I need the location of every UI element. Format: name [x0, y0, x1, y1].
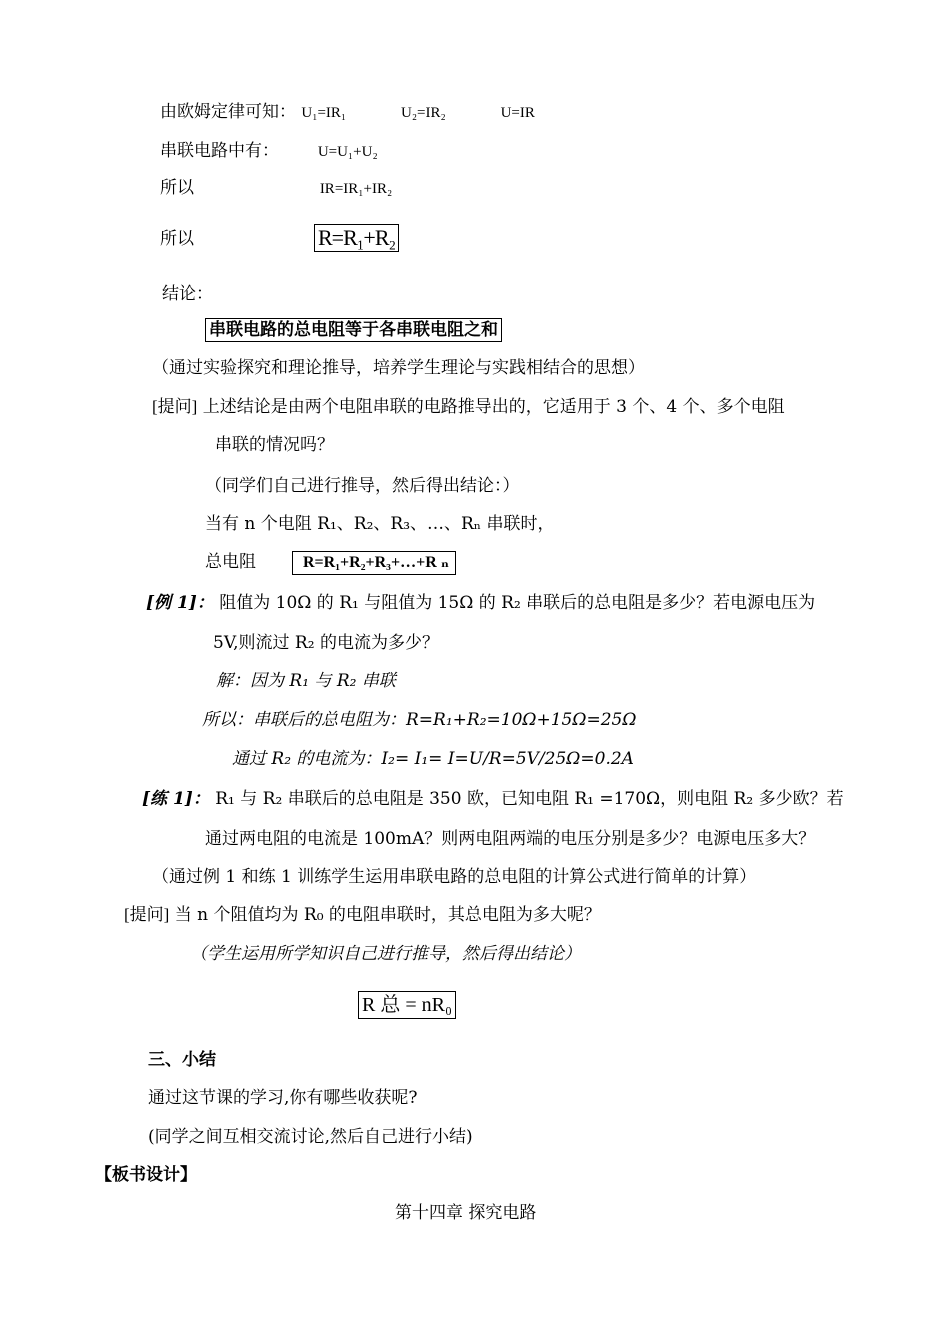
- question-2-tag: [提问]: [124, 905, 170, 924]
- so-line-1: [160, 177, 392, 200]
- teaching-note-2: （同学们自己进行推导，然后得出结论：）: [205, 476, 520, 496]
- series-voltage-label: 串联电路中有：: [160, 141, 279, 161]
- solution-line-3: 通过 R₂ 的电流为：I₂= I₁= I=U/R=5V/25Ω=0.2A: [232, 749, 634, 769]
- example-1-tag: [例 1]：: [146, 593, 214, 613]
- teaching-note-3: （通过例 1 和练 1 训练学生运用串联电路的总电阻的计算公式进行简单的计算）: [152, 867, 757, 887]
- chapter-title: 第十四章 探究电路: [395, 1203, 537, 1223]
- board-design-heading: 【板书设计】: [95, 1165, 197, 1185]
- conclusion-label: 结论：: [162, 284, 213, 304]
- practice-1-text: R₁ 与 R₂ 串联后的总电阻是 350 欧，已知电阻 R₁ =170Ω，则电阻 R₂ 多少欧？若: [215, 789, 844, 809]
- ohm-law-line: [160, 101, 535, 124]
- practice-1-line-b: 通过两电阻的电流是 100mA？则两电阻两端的电压分别是多少？电源电压多大？: [205, 829, 816, 849]
- example-1-line-b: 5V,则流过 R₂ 的电流为多少？: [213, 633, 439, 653]
- solution-line-1: 解：因为 R₁ 与 R₂ 串联: [216, 671, 396, 691]
- summary-title: 三、小结: [148, 1050, 216, 1070]
- question-2-text: 当 n 个阻值均为 R₀ 的电阻串联时，其总电阻为多大呢？: [174, 905, 601, 925]
- practice-1-line-a: [142, 788, 844, 810]
- ohm-label: 由欧姆定律可知：: [160, 102, 296, 122]
- summary-note: (同学之间互相交流讨论,然后自己进行小结): [148, 1127, 473, 1147]
- total-resistance-formula-box: R=R₁+R₂+R₃+…+R ₙ: [292, 551, 456, 575]
- question-1-line-a: [152, 396, 785, 418]
- question-1-line-b: 串联的情况吗？: [215, 435, 334, 455]
- series-resistance-formula-box: R=R₁+R₂: [314, 224, 399, 252]
- example-1-line-a: [146, 592, 815, 614]
- so-label-2: 所以: [160, 229, 194, 249]
- ohm-formula-1: U₁=IR₁: [301, 105, 347, 121]
- ohm-formula-3: U=IR: [500, 105, 535, 121]
- question-2-line: [124, 904, 601, 926]
- teaching-note-4: （学生运用所学知识自己进行推导，然后得出结论）: [190, 944, 581, 964]
- practice-1-tag: [练 1]：: [142, 789, 210, 809]
- so-line-2: [160, 228, 194, 250]
- nr0-formula-box: R 总 = nR₀: [358, 991, 456, 1019]
- example-1-text: 阻值为 10Ω 的 R₁ 与阻值为 15Ω 的 R₂ 串联后的总电阻是多少？若电源电压为: [219, 593, 816, 613]
- n-resistors-line: 当有 n 个电阻 R₁、R₂、R₃、…、Rₙ 串联时，: [205, 514, 555, 534]
- teaching-note-1: （通过实验探究和理论推导，培养学生理论与实践相结合的思想）: [152, 358, 645, 378]
- total-resistance-label: 总电阻: [205, 552, 256, 572]
- conclusion-box: 串联电路的总电阻等于各串联电阻之和: [205, 318, 502, 342]
- series-voltage-line: [160, 140, 378, 163]
- solution-line-2: 所以：串联后的总电阻为：R=R₁+R₂=10Ω+15Ω=25Ω: [202, 710, 637, 730]
- question-1-text: 上述结论是由两个电阻串联的电路推导出的，它适用于 3 个、4 个、多个电阻: [202, 397, 785, 417]
- ohm-formula-2: U₂=IR₂: [400, 105, 446, 121]
- so-label-1: 所以: [160, 178, 194, 198]
- question-1-tag: [提问]: [152, 397, 198, 416]
- summary-question: 通过这节课的学习,你有哪些收获呢?: [148, 1088, 418, 1108]
- so-formula-1: IR=IR₁+IR₂: [319, 181, 393, 197]
- series-voltage-formula: U=U₁+U₂: [317, 144, 378, 160]
